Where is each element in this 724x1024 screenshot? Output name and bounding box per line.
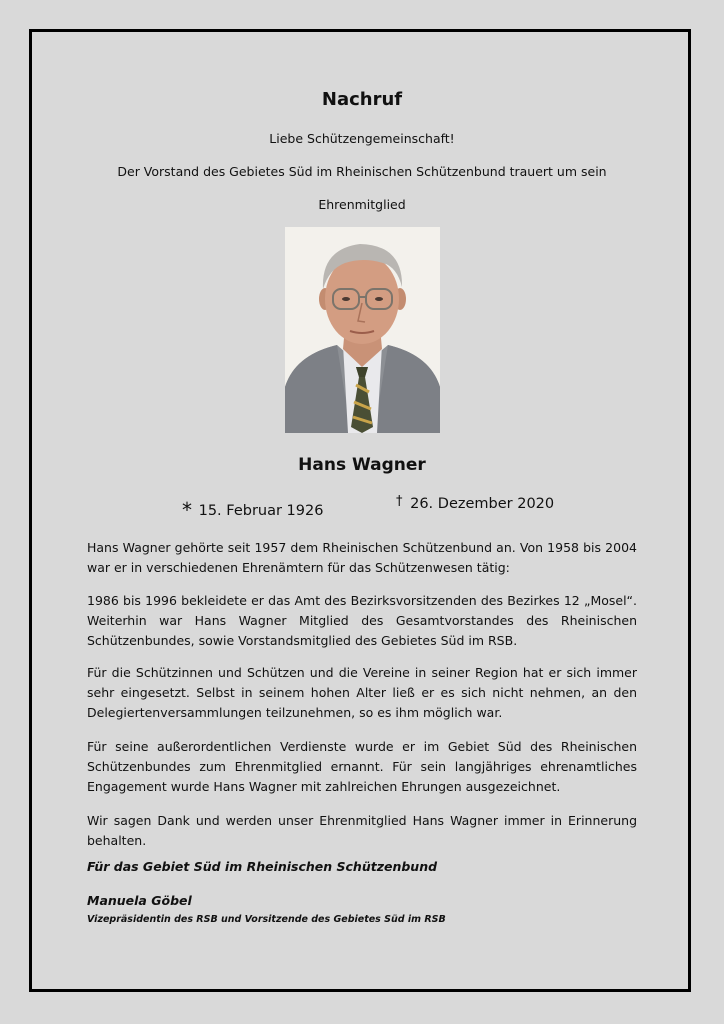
- birth-symbol: *: [182, 498, 192, 522]
- signature-name: Manuela Göbel: [87, 893, 192, 908]
- signature-role: Vizepräsidentin des RSB und Vorsitzende des Gebietes Süd im RSB: [87, 914, 446, 925]
- death-date-text: 26. Dezember 2020: [410, 496, 555, 512]
- paragraph: Wir sagen Dank und werden unser Ehrenmitglied Hans Wagner immer in Erinnerung behalten.: [87, 813, 637, 848]
- signature-organization: Für das Gebiet Süd im Rheinischen Schützenbund: [87, 859, 438, 874]
- paragraph: Für seine außerordentlichen Verdienste wurde er im Gebiet Süd des Rheinischen Schützenbundes zum Ehrenmitglied ernannt. Für sein langjähriges ehrenamtliches Engagement wurde Hans Wagner mit zahlreichen Ehrungen ausgezeichnet.: [87, 739, 637, 794]
- paragraph: Hans Wagner gehörte seit 1957 dem Rheinischen Schützenbund an. Von 1958 bis 2004 war er in verschiedenen Ehrenämtern für das Schützenwesen tätig:: [87, 540, 637, 575]
- deceased-name: Hans Wagner: [298, 455, 426, 475]
- intro-line-honorary: Ehrenmitglied: [318, 197, 406, 212]
- paragraph: 1986 bis 1996 bekleidete er das Amt des Bezirksvorsitzenden des Bezirkes 12 „Mosel“. Weiterhin war Hans Wagner Mitglied des Gesamtvorstandes des Rheinischen Schützenbundes, sowie Vorstandsmitglied des Gebietes Süd im RSB.: [87, 593, 637, 648]
- death-symbol: †: [396, 494, 403, 509]
- birth-date: [182, 496, 323, 520]
- birth-date-text: 15. Februar 1926: [198, 503, 324, 519]
- paragraph: Für die Schützinnen und Schützen und die Vereine in seiner Region hat er sich immer sehr eingesetzt. Selbst in seinem hohen Alter ließ er es sich nicht nehmen, an den Delegiertenversammlungen teilzunehmen, so es ihm möglich war.: [87, 665, 637, 720]
- intro-line: Der Vorstand des Gebietes Süd im Rheinischen Schützenbund trauert um sein: [117, 164, 607, 179]
- death-date: [396, 496, 554, 512]
- portrait-illustration: [285, 227, 440, 433]
- page-title: Nachruf: [321, 89, 403, 110]
- portrait-photo: [285, 227, 440, 433]
- greeting: Liebe Schützengemeinschaft!: [269, 131, 455, 146]
